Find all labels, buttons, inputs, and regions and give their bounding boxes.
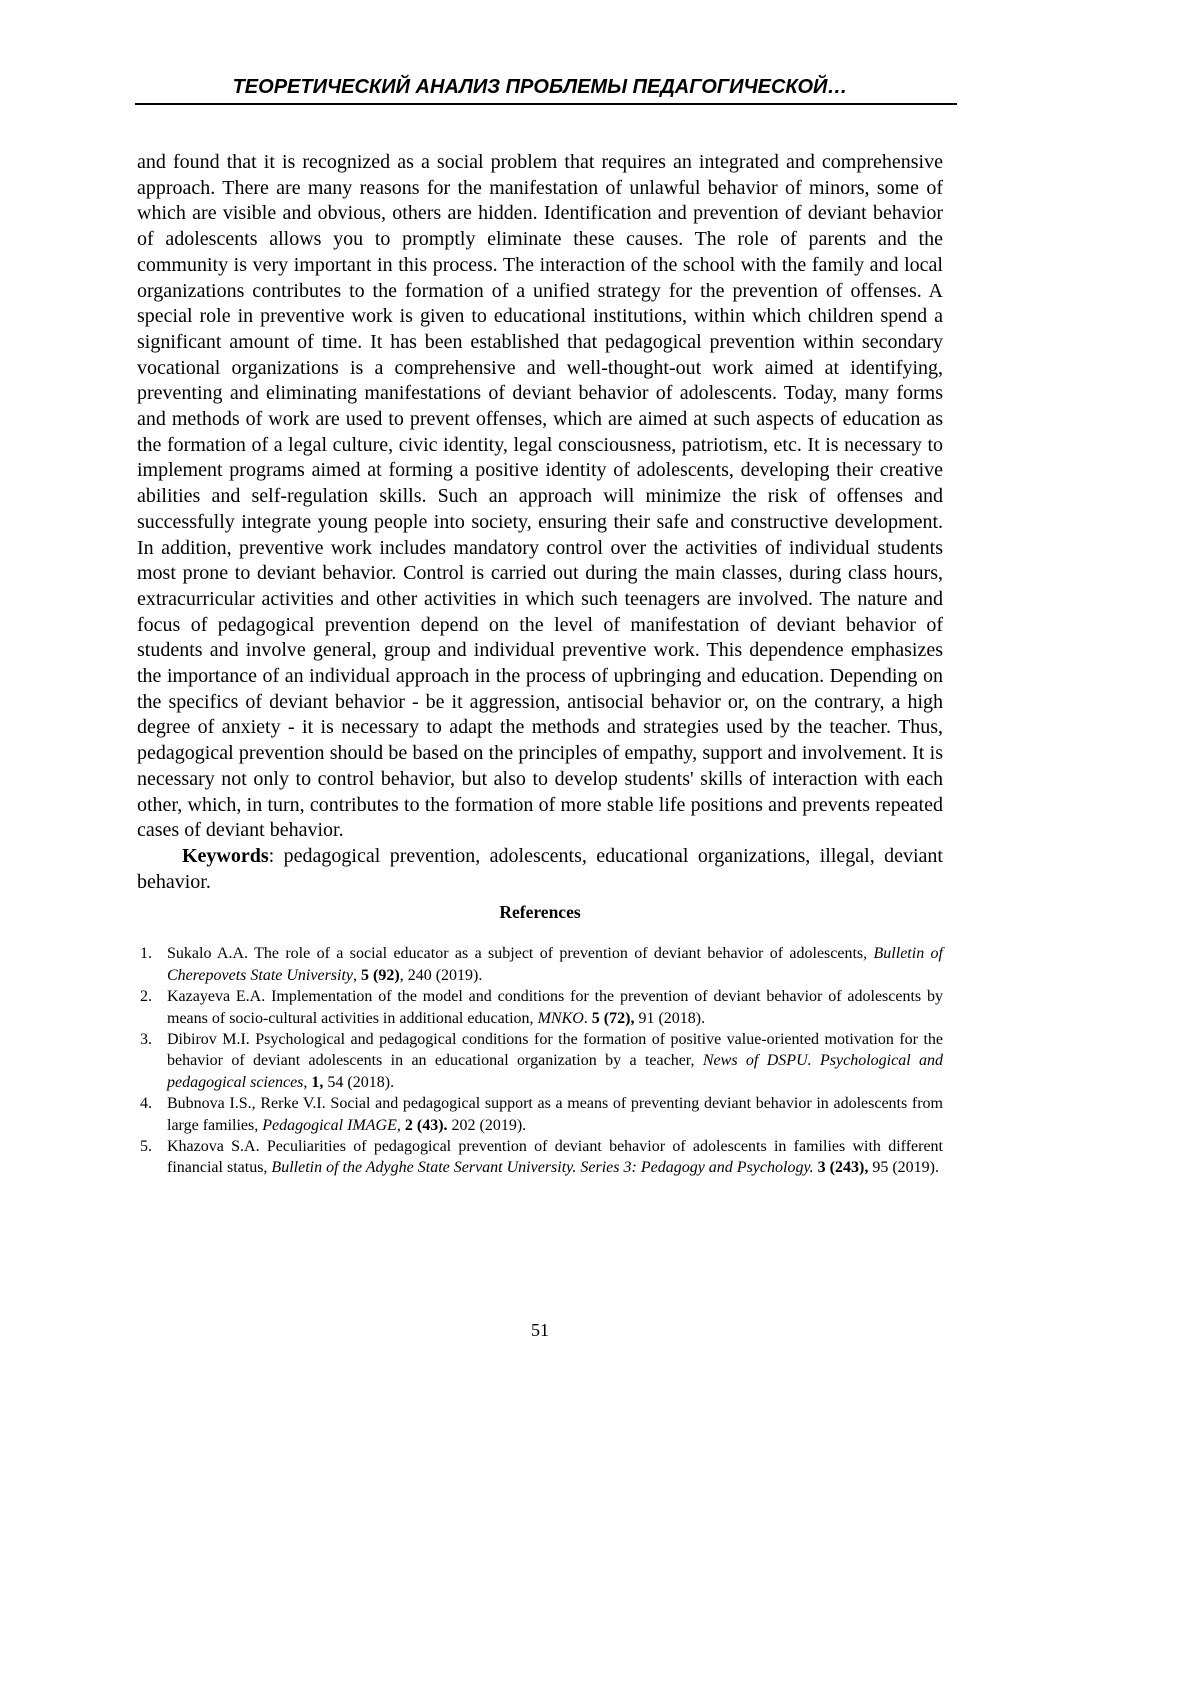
reference-text: Dibirov M.I. Psychological and pedagogical conditions for the formation of positive value-oriented motivation for the behavior of deviant adolescents in an educational organization by a teacher, News of DSPU. Psychological and pedagogical sciences, 1, 54 (2018). — [167, 1031, 944, 1091]
reference-number: 3. — [140, 1031, 152, 1049]
keywords-line — [137, 844, 943, 895]
keywords-label: Keywords — [182, 844, 269, 867]
reference-item — [137, 943, 943, 986]
reference-text: Bubnova I.S., Rerke V.I. Social and pedagogical support as a means of preventing deviant behavior in adolescents from large families, Pedagogical IMAGE, 2 (43). 202 (2019). — [167, 1095, 943, 1134]
reference-number: 2. — [140, 988, 152, 1006]
reference-text: Khazova S.A. Peculiarities of pedagogical prevention of deviant behavior of adolescents in families with different financial status, Bulletin of the Adyghe State Servant University. Series 3: Pedagogy and Psychology. 3 (243), 95 (2019). — [167, 1138, 943, 1177]
reference-item — [137, 1093, 943, 1136]
abstract-paragraph: and found that it is recognized as a social problem that requires an integrated and comprehensive approach. There are many reasons for the manifestation of unlawful behavior of minors, some of which are visible and obvious, others are hidden. Identification and prevention of deviant behavior of adolescents allows you to promptly eliminate these causes. The role of parents and the community is very important in this process. The interaction of the school with the family and local organizations contributes to the formation of a unified strategy for the prevention of offenses. A special role in preventive work is given to educational institutions, within which children spend a significant amount of time. It has been established that pedagogical prevention within secondary vocational organizations is a comprehensive and well-thought-out work aimed at identifying, preventing and eliminating manifestations of deviant behavior of adolescents. Today, many forms and methods of work are used to prevent offenses, which are aimed at such aspects of education as the formation of a legal culture, civic identity, legal consciousness, patriotism, etc. It is necessary to implement programs aimed at forming a positive identity of adolescents, developing their creative abilities and self-regulation skills. Such an approach will minimize the risk of offenses and successfully integrate young people into society, ensuring their safe and constructive development. In addition, preventive work includes mandatory control over the activities of individual students most prone to deviant behavior. Control is carried out during the main classes, during class hours, extracurricular activities and other activities in which such teenagers are involved. The nature and focus of pedagogical prevention depend on the level of manifestation of deviant behavior of students and involve general, group and individual preventive work. This dependence emphasizes the importance of an individual approach in the process of upbringing and education. Depending on the specifics of deviant behavior - be it aggression, antisocial behavior or, on the contrary, a high degree of anxiety - it is necessary to adapt the methods and strategies used by the teacher. Thus, pedagogical prevention should be based on the principles of empathy, support and involvement. It is necessary not only to control behavior, but also to develop students' skills of interaction with each other, which, in turn, contributes to the formation of more stable life positions and prevents repeated cases of deviant behavior. — [137, 151, 943, 842]
reference-list — [137, 943, 943, 1178]
reference-number: 1. — [140, 945, 152, 963]
reference-item — [137, 986, 943, 1029]
header-rule-divider — [135, 103, 957, 105]
keywords-text: : pedagogical prevention, adolescents, educational organizations, illegal, deviant behavior. — [137, 844, 943, 893]
page-content — [137, 150, 943, 1179]
reference-text: Kazayeva E.A. Implementation of the model and conditions for the prevention of deviant behavior of adolescents by means of socio-cultural activities in additional education, MNKO. 5 (72), 91 (2018). — [167, 988, 943, 1027]
page-number: 51 — [531, 1320, 549, 1340]
references-heading: References — [499, 902, 581, 923]
reference-text: Sukalo A.A. The role of a social educator as a subject of prevention of deviant behavior of adolescents, Bulletin of Cherepovets State University, 5 (92), 240 (2019). — [167, 945, 943, 984]
reference-number: 5. — [140, 1138, 152, 1156]
reference-item — [137, 1029, 943, 1093]
running-header: ТЕОРЕТИЧЕСКИЙ АНАЛИЗ ПРОБЛЕМЫ ПЕДАГОГИЧЕСКОЙ… — [232, 76, 848, 98]
reference-item — [137, 1136, 943, 1179]
reference-number: 4. — [140, 1095, 152, 1113]
